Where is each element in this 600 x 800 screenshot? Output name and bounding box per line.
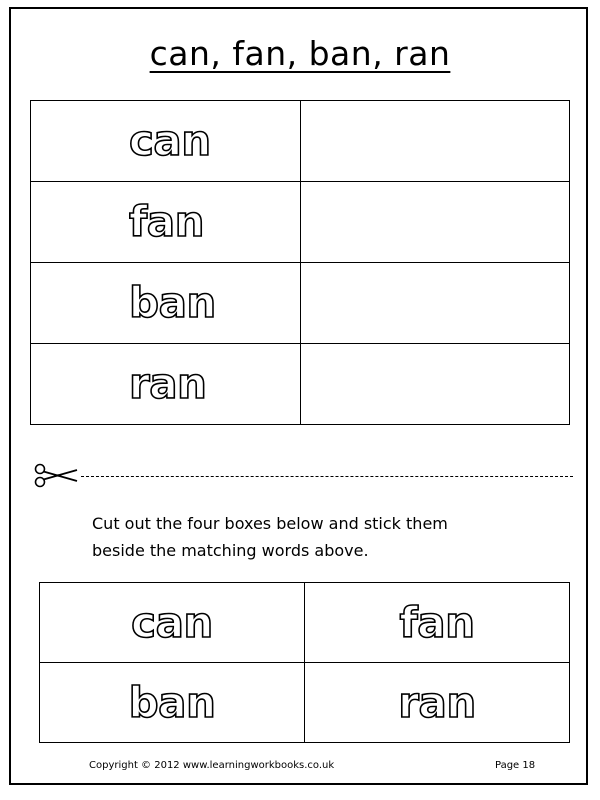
cut-box bbox=[305, 663, 570, 743]
cut-box bbox=[40, 663, 305, 743]
table-row bbox=[40, 663, 570, 743]
page-title: can, fan, ban, ran bbox=[149, 34, 451, 73]
word-cell bbox=[31, 101, 301, 182]
outline-word: ran bbox=[398, 677, 476, 727]
word-cell bbox=[31, 344, 301, 425]
instruction-line: beside the matching words above. bbox=[92, 541, 369, 560]
outline-word: can bbox=[131, 597, 213, 647]
instruction-line: Cut out the four boxes below and stick them bbox=[92, 514, 448, 533]
blank-cell bbox=[301, 101, 570, 182]
scissors-icon bbox=[33, 462, 79, 488]
table-row bbox=[31, 182, 570, 263]
outline-word: fan bbox=[399, 597, 475, 647]
instructions bbox=[92, 510, 562, 564]
page-number: Page 18 bbox=[495, 760, 536, 771]
word-cell bbox=[31, 182, 301, 263]
table-row bbox=[31, 101, 570, 182]
dashed-cut-line bbox=[81, 476, 573, 477]
outline-word: can bbox=[129, 116, 211, 165]
blank-cell bbox=[301, 344, 570, 425]
cut-out-table bbox=[39, 582, 570, 743]
word-cell bbox=[31, 263, 301, 344]
blank-cell bbox=[301, 263, 570, 344]
outline-word: fan bbox=[129, 197, 205, 246]
blank-cell bbox=[301, 182, 570, 263]
outline-word: ran bbox=[129, 359, 207, 408]
outline-word: ban bbox=[129, 278, 216, 327]
copyright-text: Copyright © 2012 www.learningworkbooks.co.uk bbox=[89, 760, 335, 771]
table-row bbox=[31, 263, 570, 344]
table-row bbox=[40, 583, 570, 663]
cut-line bbox=[33, 462, 573, 488]
cut-box bbox=[305, 583, 570, 663]
table-row bbox=[31, 344, 570, 425]
cut-box bbox=[40, 583, 305, 663]
matching-table bbox=[30, 100, 570, 425]
outline-word: ban bbox=[128, 677, 216, 727]
